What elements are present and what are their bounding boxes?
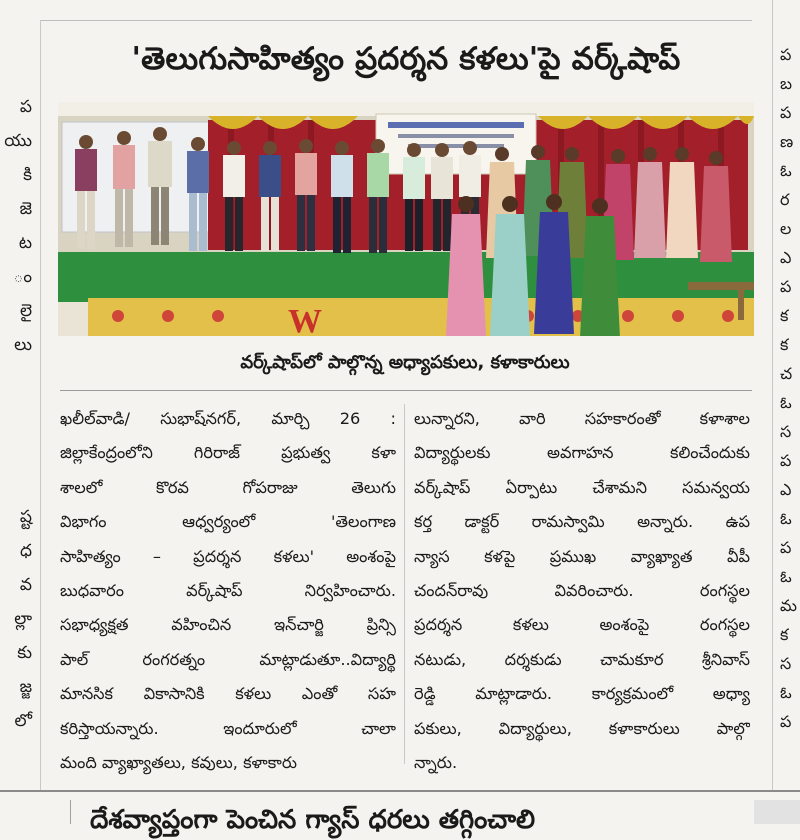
text-line: శాలలో కొరవ గోపరాజు తెలుగు [60, 477, 396, 497]
text-line: మ [780, 596, 797, 615]
text-line: చ [780, 364, 793, 383]
text-line: వర్క్‌షాప్ ఏర్పాటు చేశామని సమన్వయ [414, 477, 750, 497]
stage-banner-letter: W [288, 303, 322, 336]
next-article-headline: దేశవ్యాప్తంగా పెంచిన గ్యాస్ ధరలు తగ్గించాలి [90, 805, 536, 835]
text-line: రెడ్డి మాట్లాడారు. కార్యక్రమంలో అధ్యా [414, 684, 750, 704]
text-line: ప్రదర్శన కళలు అంశంపై రంగస్థల [414, 615, 750, 635]
text-line: ం [13, 267, 32, 287]
text-line: పకులు, విద్యార్థులు, కళాకారులు పాల్గొ [414, 718, 750, 738]
text-line: ప [780, 538, 792, 557]
text-line: ఎ [780, 248, 792, 267]
text-line: ఓ [780, 567, 792, 586]
text-line: ఓ [780, 393, 792, 412]
right-column-fragments [780, 40, 800, 736]
text-line: కరిస్తాయన్నారు. ఇందూరులో చాలా [60, 718, 396, 738]
text-line: సాహిత్యం – ప్రదర్శన కళలు' అంశంపై [60, 546, 396, 566]
left-column-separator [40, 20, 41, 790]
text-line: ర [780, 190, 790, 209]
text-line: యు [4, 131, 32, 151]
text-line: క [780, 335, 789, 354]
text-line: జిల్లాకేంద్రంలోని గిరిరాజ్ ప్రభుత్వ కళా [60, 443, 396, 463]
text-line: లో [14, 711, 32, 731]
text-line: కి [23, 165, 32, 185]
text-line: కు [17, 643, 32, 663]
text-line: లున్నారని, వారి సహకారంతో కళాశాల [414, 409, 750, 428]
top-rule [40, 20, 752, 21]
text-line: ల్లా [14, 609, 32, 629]
right-column-separator [772, 0, 773, 790]
text-line: న్యాస కళపై ప్రముఖ వ్యాఖ్యాత వీపీ [414, 546, 750, 566]
text-line: లై [19, 301, 32, 321]
text-line: ఎ [780, 480, 792, 499]
event-photo [58, 102, 754, 336]
text-line: ప [780, 451, 792, 470]
text-line: వ [19, 575, 32, 595]
text-line: ప [780, 45, 792, 64]
body-column-separator [404, 404, 405, 764]
left-column-fragments [0, 90, 38, 362]
text-line: జ్జ [19, 677, 32, 697]
text-line: ధ [19, 541, 32, 561]
text-line: మంది వ్యాఖ్యాతలు, కవులు, కళాకారు [60, 752, 298, 772]
text-line: స [780, 422, 792, 441]
text-line: ష్ట [19, 507, 32, 527]
text-line: సభాధ్యక్షత వహించిన ఇన్‌చార్జి ప్రిన్సి [60, 615, 396, 635]
text-line: ప [19, 97, 32, 117]
text-line: న్నారు. [414, 752, 458, 772]
text-line: బుధవారం వర్క్‌షాప్ నిర్వహించారు. [60, 580, 396, 600]
article-body-column-2 [414, 402, 750, 780]
text-line: స [780, 654, 792, 673]
text-line: విభాగం ఆధ్వర్యంలో 'తెలంగాణ [60, 512, 396, 532]
text-line: ణ [780, 132, 794, 151]
text-line: జె [19, 199, 32, 219]
text-line: ప [780, 277, 792, 296]
text-line: ఖలీల్‌వాడి/ సుభాష్‌నగర్, మార్చి 26 : [60, 409, 396, 428]
text-line: ఓ [780, 509, 792, 528]
corner-box [754, 800, 800, 824]
left-column-fragments-lower [0, 500, 38, 738]
article-body-column-1 [60, 402, 396, 780]
text-line: ఓ [780, 683, 792, 702]
text-line: కర్త డాక్టర్ రామస్వామి అన్నారు. ఉప [414, 512, 750, 532]
text-line: ప [780, 103, 792, 122]
bottom-separator [70, 800, 71, 824]
bottom-rule [0, 790, 800, 792]
text-line: విద్యార్థులకు అవగాహన కలించేందుకు [414, 443, 750, 463]
article-headline: 'తెలుగుసాహిత్యం ప్రదర్శన కళలు'పై వర్క్‌షాప్ [131, 41, 681, 77]
text-line: క [780, 625, 789, 644]
caption-rule [60, 390, 752, 391]
text-line: నటుడు, దర్శకుడు చామకూర శ్రీనివాస్ [414, 649, 750, 669]
text-line: మానసిక వికాసానికి కళలు ఎంతో సహ [60, 684, 396, 704]
text-line: ప [780, 712, 792, 731]
text-line: బ [780, 74, 793, 93]
text-line: ల [780, 219, 792, 238]
text-line: క [780, 306, 789, 325]
text-line: పాల్ రంగరత్నం మాట్లాడుతూ..విద్యార్థి [60, 649, 396, 669]
text-line: ట [18, 233, 32, 253]
text-line: ఓ [780, 161, 792, 180]
text-line: చందన్‌రావు వివరించారు. రంగస్థల [414, 580, 750, 600]
text-line: లు [14, 335, 32, 355]
photo-caption: వర్క్‌షాప్‌లో పాల్గొన్న అధ్యాపకులు, కళాకారులు [240, 352, 570, 373]
